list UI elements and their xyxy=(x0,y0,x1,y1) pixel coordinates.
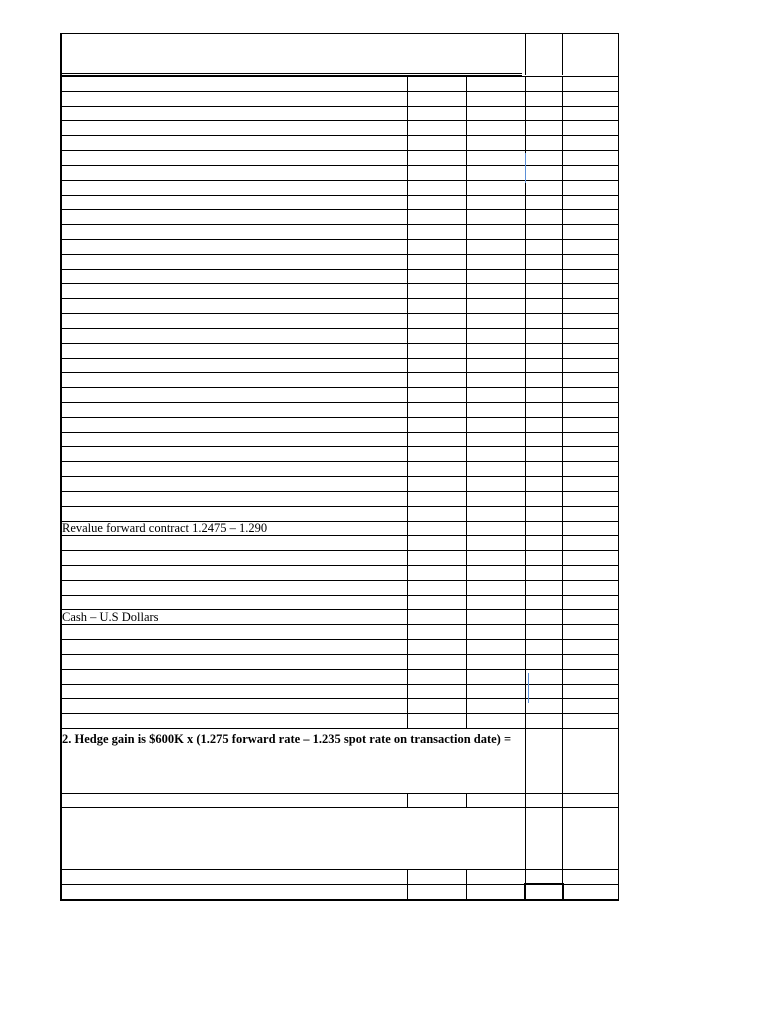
grid-row-line xyxy=(60,254,619,255)
grid-row-line xyxy=(60,698,619,699)
grid-column-line xyxy=(466,76,467,728)
grid-row-line xyxy=(60,269,619,270)
grid-row-line xyxy=(60,180,619,181)
grid-row-line xyxy=(60,869,619,870)
grid-row-line xyxy=(60,106,619,107)
row-label-hedge-gain: 2. Hedge gain is $600K x (1.275 forward rate – 1.235 spot rate on transaction date) = xyxy=(62,732,512,746)
grid-column-line xyxy=(525,728,526,793)
grid-row-line xyxy=(60,446,619,447)
grid-row-line xyxy=(60,328,619,329)
grid-row-line xyxy=(60,461,619,462)
grid-column-line xyxy=(618,33,619,901)
grid-column-line xyxy=(525,807,526,869)
grid-row-line xyxy=(60,358,619,359)
grid-row-line xyxy=(60,669,619,670)
grid-row-line xyxy=(60,535,619,536)
grid-row-line xyxy=(60,713,619,714)
grid-row-line xyxy=(60,209,619,210)
grid-row-line xyxy=(60,283,619,284)
grid-row-line xyxy=(60,624,619,625)
grid-row-line xyxy=(60,432,619,433)
grid-row-line xyxy=(60,491,619,492)
grid-column-line xyxy=(562,793,563,807)
grid-row-line xyxy=(60,476,619,477)
row-label-revalue-forward: Revalue forward contract 1.2475 – 1.290 xyxy=(62,521,268,535)
grid-row-line xyxy=(60,728,619,729)
grid-row-line xyxy=(60,298,619,299)
grid-row-line xyxy=(60,387,619,388)
grid-column-line xyxy=(466,869,467,899)
grid-row-line xyxy=(60,372,619,373)
grid-row-line xyxy=(60,150,619,151)
grid-row-line xyxy=(60,239,619,240)
grid-row-line xyxy=(60,343,619,344)
grid-row-line xyxy=(60,224,619,225)
grid-row-line xyxy=(60,684,619,685)
text-cursor-mark xyxy=(525,153,526,183)
grid-row-line xyxy=(60,807,619,808)
grid-row-line xyxy=(60,135,619,136)
grid-row-line xyxy=(60,91,619,92)
grid-row-line xyxy=(60,417,619,418)
row-label-cash-us-dollars: Cash – U.S Dollars xyxy=(62,610,159,624)
grid-column-line xyxy=(407,76,408,728)
grid-row-line xyxy=(60,506,619,507)
grid-column-line xyxy=(407,793,408,807)
selected-cell-outline xyxy=(524,883,564,901)
grid-column-line xyxy=(60,33,62,901)
grid-row-line xyxy=(60,313,619,314)
grid-row-line xyxy=(60,639,619,640)
grid-row-line xyxy=(60,402,619,403)
grid-row-line xyxy=(60,120,619,121)
grid-column-line xyxy=(562,807,563,869)
grid-row-line xyxy=(60,33,619,34)
grid-row-line xyxy=(62,73,522,74)
grid-row-line xyxy=(60,195,619,196)
grid-column-line xyxy=(466,793,467,807)
grid-column-line xyxy=(407,869,408,899)
grid-row-line xyxy=(60,654,619,655)
text-cursor-mark xyxy=(528,673,529,703)
worksheet-grid xyxy=(60,33,619,901)
grid-row-line xyxy=(60,793,619,794)
grid-row-line xyxy=(60,565,619,566)
grid-row-line xyxy=(60,76,619,77)
grid-row-line xyxy=(60,550,619,551)
grid-column-line xyxy=(562,728,563,793)
grid-row-line xyxy=(60,165,619,166)
grid-row-line xyxy=(60,580,619,581)
grid-column-line xyxy=(562,76,563,728)
grid-column-line xyxy=(525,793,526,807)
grid-column-line xyxy=(562,33,563,75)
grid-column-line xyxy=(525,33,526,75)
grid-row-line xyxy=(60,595,619,596)
